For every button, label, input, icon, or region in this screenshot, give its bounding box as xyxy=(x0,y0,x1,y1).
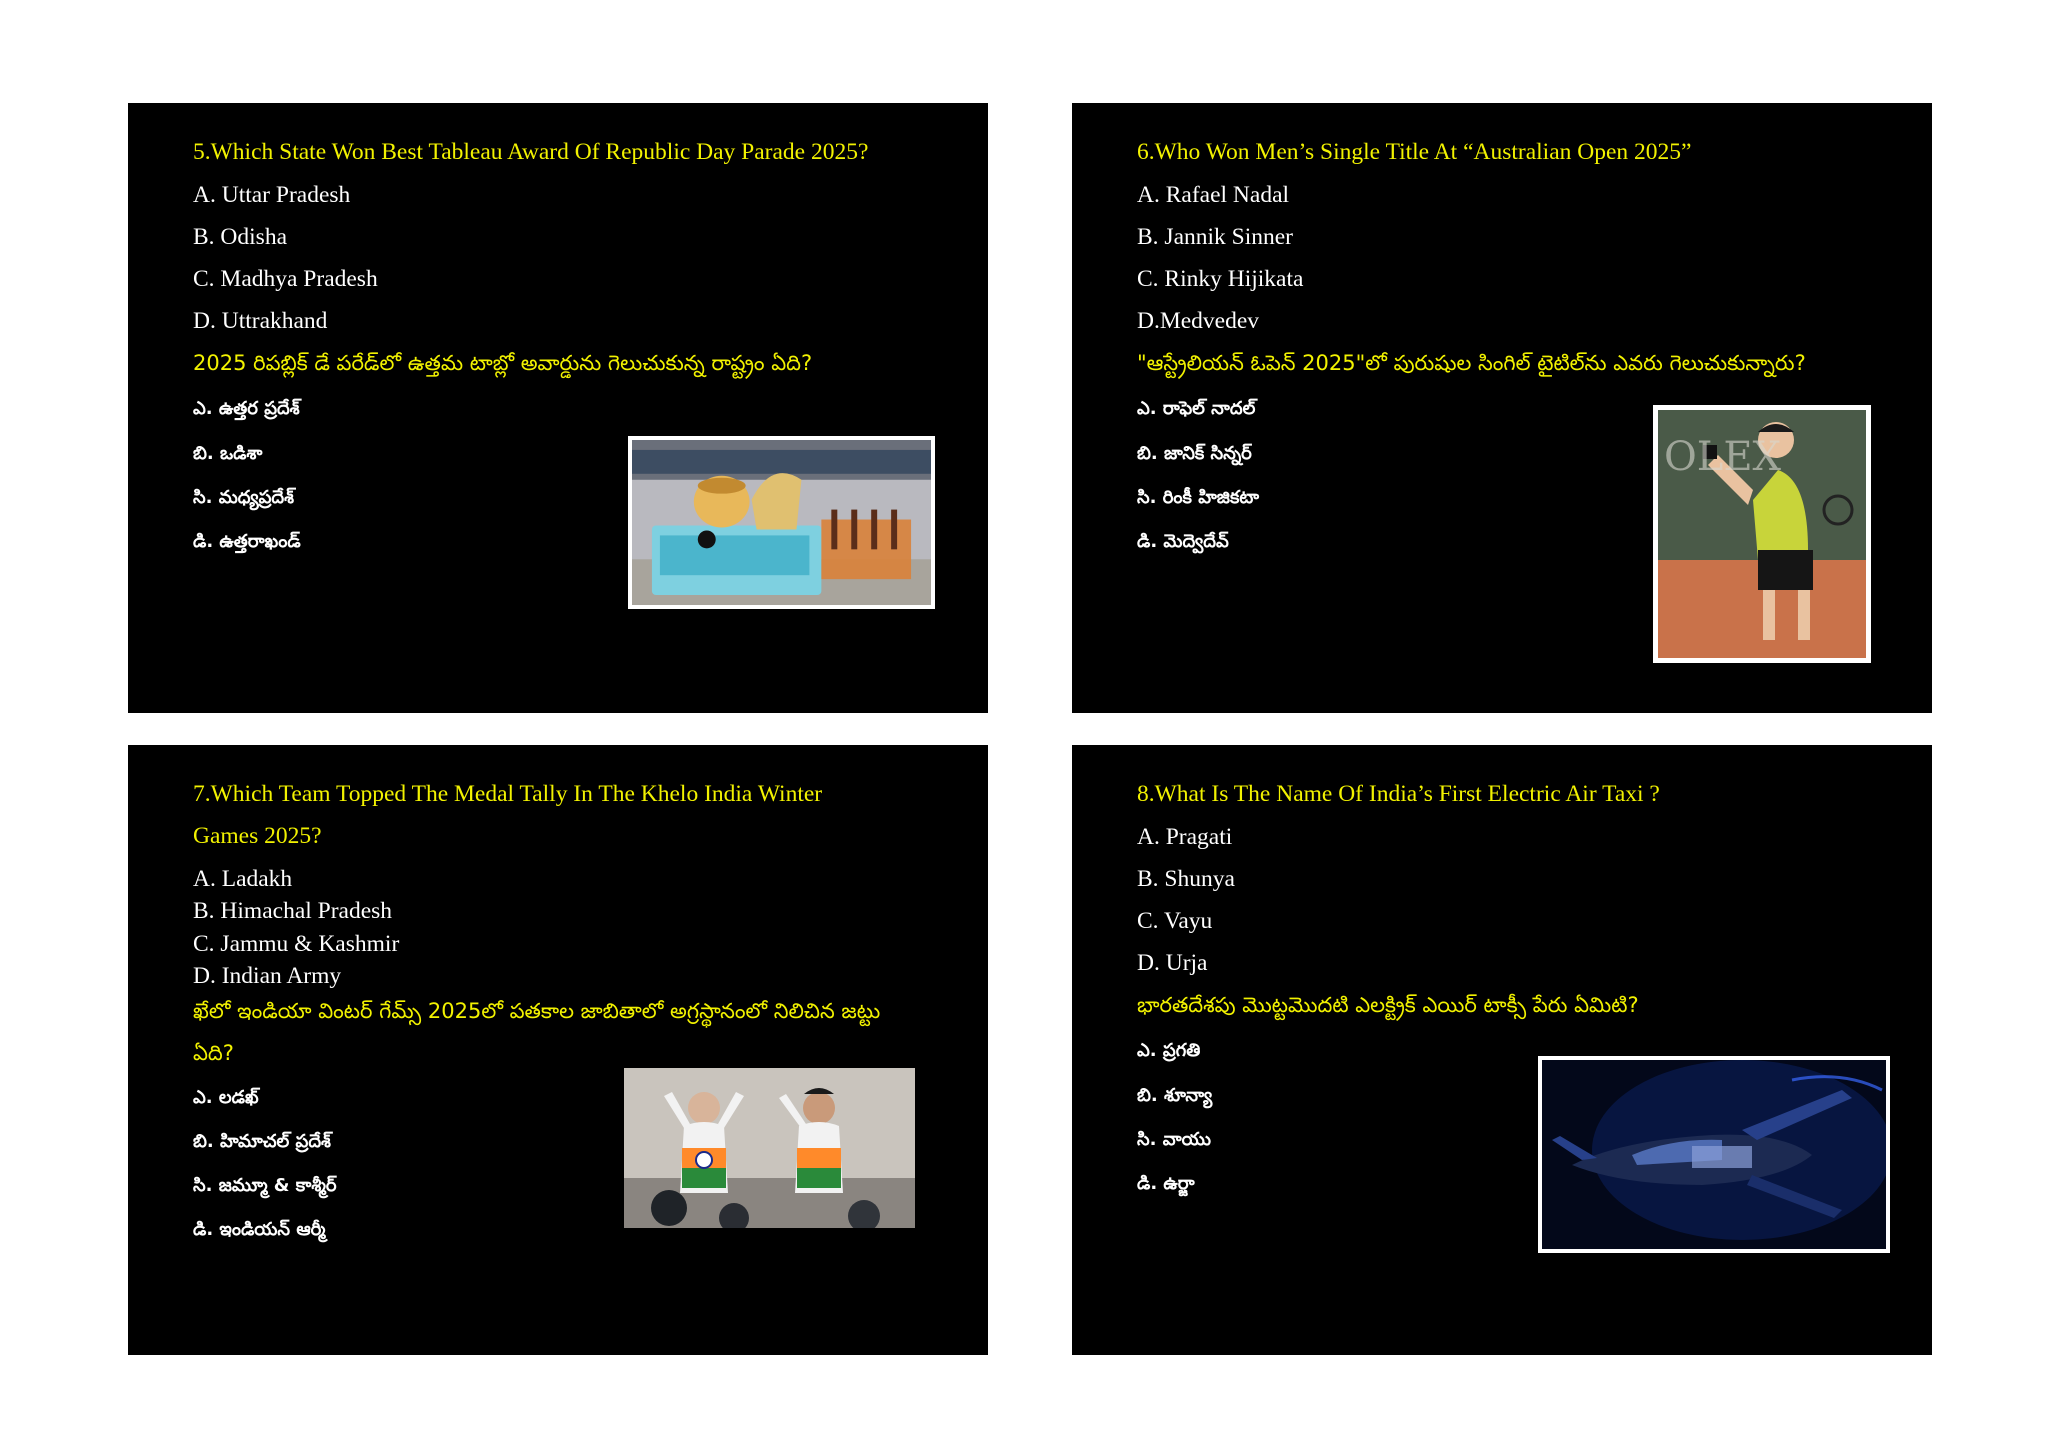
option-c: C. Jammu & Kashmir xyxy=(193,931,400,957)
question-text: 8.What Is The Name Of India’s First Electric Air Taxi ? xyxy=(1137,781,1660,807)
option-c: C. Madhya Pradesh xyxy=(193,266,378,292)
telugu-option-c: సి. జమ్మూ & కాశ్మీర్ xyxy=(193,1175,337,1196)
telugu-question-text-line-2: ఏది? xyxy=(193,1041,234,1065)
question-text-line-1: 7.Which Team Topped The Medal Tally In The Khelo India Winter xyxy=(193,781,823,807)
option-a: A. Uttar Pradesh xyxy=(193,182,351,208)
option-d: D. Urja xyxy=(1137,950,1208,976)
option-d: D. Uttrakhand xyxy=(193,308,328,334)
air-taxi-photo xyxy=(1538,1056,1890,1253)
telugu-option-d: డి. ఉర్జా xyxy=(1137,1173,1195,1194)
telugu-option-b: బి. ఒడిశా xyxy=(193,443,263,464)
option-b: B. Jannik Sinner xyxy=(1137,224,1294,250)
svg-text:OLEX: OLEX xyxy=(1664,434,1782,480)
option-b: B. Odisha xyxy=(193,224,287,250)
quiz-slide-6 xyxy=(1072,103,1932,713)
telugu-option-d: డి. మెద్వెదేవ్ xyxy=(1137,531,1229,552)
telugu-question-text-line-1: ఖేలో ఇండియా వింటర్ గేమ్స్ 2025లో పతకాల జాబితాలో అగ్రస్థానంలో నిలిచిన జట్టు xyxy=(193,999,881,1023)
option-d: D. Indian Army xyxy=(193,963,342,989)
telugu-option-d: డి. ఉత్తరాఖండ్ xyxy=(193,531,301,552)
quiz-slide-8 xyxy=(1072,745,1932,1355)
quiz-slide-7 xyxy=(128,745,988,1355)
question-text-line-2: Games 2025? xyxy=(193,823,322,849)
winter-games-photo xyxy=(624,1068,915,1228)
telugu-option-c: సి. రింకీ హిజికటా xyxy=(1137,487,1260,508)
telugu-option-a: ఎ. ఉత్తర ప్రదేశ్ xyxy=(193,398,300,419)
tennis-player-photo xyxy=(1653,405,1871,663)
option-c: C. Vayu xyxy=(1137,908,1213,934)
option-a: A. Ladakh xyxy=(193,866,293,892)
telugu-option-b: బి. జానిక్ సిన్నర్ xyxy=(1137,443,1252,464)
question-text: 6.Who Won Men’s Single Title At “Australian Open 2025” xyxy=(1137,139,1692,165)
telugu-option-a: ఎ. ప్రగతి xyxy=(1137,1040,1201,1061)
telugu-option-c: సి. వాయు xyxy=(1137,1129,1211,1150)
telugu-question-text: "ఆస్ట్రేలియన్ ఓపెన్ 2025"లో పురుషుల సింగిల్ టైటిల్‌ను ఎవరు గెలుచుకున్నారు? xyxy=(1137,351,1806,375)
option-b: B. Shunya xyxy=(1137,866,1235,892)
telugu-option-a: ఎ. రాఫెల్ నాదల్ xyxy=(1137,398,1256,419)
option-b: B. Himachal Pradesh xyxy=(193,898,393,924)
telugu-option-c: సి. మధ్యప్రదేశ్ xyxy=(193,487,295,508)
option-d: D.Medvedev xyxy=(1137,308,1260,334)
telugu-option-b: బి. శూన్యా xyxy=(1137,1085,1213,1106)
tableau-photo xyxy=(628,436,935,609)
telugu-option-d: డి. ఇండియన్ ఆర్మీ xyxy=(193,1219,326,1240)
telugu-question-text: 2025 రిపబ్లిక్ డే పరేడ్‌లో ఉత్తమ టాబ్లో అవార్డును గెలుచుకున్న రాష్ట్రం ఏది? xyxy=(193,351,813,375)
quiz-slide-5 xyxy=(128,103,988,713)
telugu-option-a: ఎ. లడఖ్ xyxy=(193,1087,259,1108)
option-c: C. Rinky Hijikata xyxy=(1137,266,1304,292)
telugu-option-b: బి. హిమాచల్ ప్రదేశ్ xyxy=(193,1131,331,1152)
option-a: A. Rafael Nadal xyxy=(1137,182,1290,208)
option-a: A. Pragati xyxy=(1137,824,1233,850)
telugu-question-text: భారతదేశపు మొట్టమొదటి ఎలక్ట్రిక్ ఎయిర్ టాక్సీ పేరు ఏమిటి? xyxy=(1137,993,1639,1017)
question-text: 5.Which State Won Best Tableau Award Of Republic Day Parade 2025? xyxy=(193,139,869,165)
